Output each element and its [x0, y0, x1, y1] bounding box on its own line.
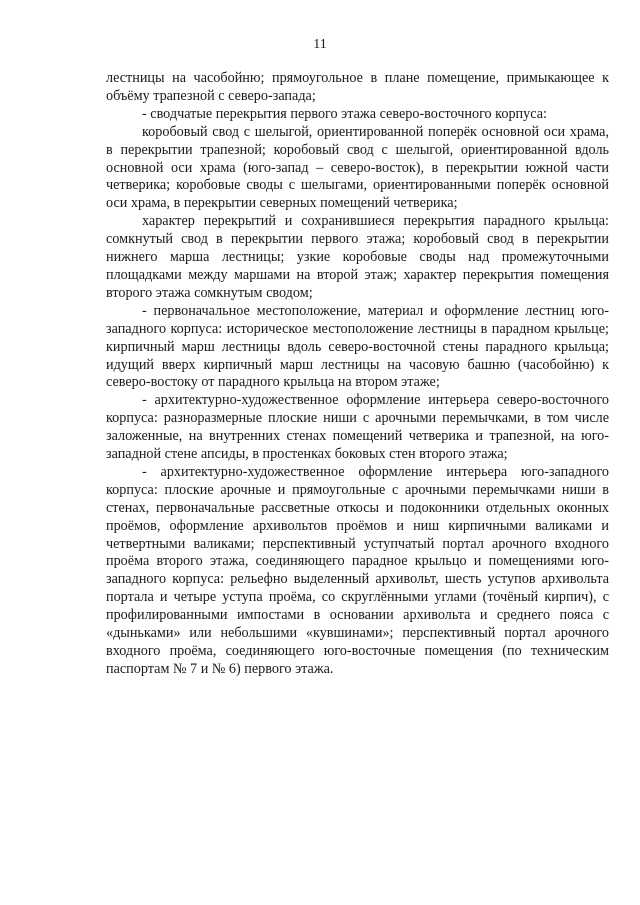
page-number: 11 [313, 37, 327, 52]
paragraph: коробовый свод с шелыгой, ориентированной поперёк основной оси храма, в перекрытии трапезной; коробовый свод с шелыгой, ориентированной вдоль основной оси храма (юго-запад – северо-восток), в перекрытии южной части четверика; коробовые своды с шелыгами, ориентированными поперёк основной оси храма, в перекрытии северных помещений четверика; [106, 123, 609, 212]
body-text [106, 70, 609, 679]
paragraph: - архитектурно-художественное оформление интерьера северо-восточного корпуса: разноразмерные плоские ниши с арочными перемычками, в том числе заложенные, на внутренних стенах помещений четверика и трапезной, на юго-западной стене апсиды, в простенках боковых стен второго этажа; [106, 392, 609, 463]
paragraph: характер перекрытий и сохранившиеся перекрытия парадного крыльца: сомкнутый свод в перекрытии первого этажа; коробовый свод в перекрытии нижнего марша лестницы; узкие коробовые своды над промежуточными площадками между маршами на второй этаж; характер перекрытия помещения второго этажа сомкнутым сводом; [106, 213, 609, 301]
paragraph: - архитектурно-художественное оформление интерьера юго-западного корпуса: плоские арочные и прямоугольные с арочными перемычками ниши в стенах, первоначальные рассветные откосы и подоконники отдельных оконных проёмов, оформление архивольтов проёмов и ниш кирпичными валиками и четвертными валиками; перспективный уступчатый портал арочного входного проёма второго этажа, соединяющего парадное крыльцо и помещениями юго-западного корпуса: рельефно выделенный архивольт, шесть уступов архивольта портала и четыре уступа проёма, со скруглёнными углами (точёный кирпич), с профилированными импостами в основании архивольта и среднего пояса с «дыньками» или небольшими «кувшинами»; перспективный портал арочного входного проёма, соединяющего юго-восточные помещения (по техническим паспортам № 7 и № 6) первого этажа. [106, 463, 609, 677]
paragraph: - сводчатые перекрытия первого этажа северо-восточного корпуса: [142, 105, 547, 122]
paragraph: лестницы на часобойню; прямоугольное в плане помещение, примыкающее к объёму трапезной с северо-запада; [106, 70, 609, 104]
paragraph: - первоначальное местоположение, материал и оформление лестниц юго-западного корпуса: историческое местоположение лестницы в парадном крыльце; кирпичный марш лестницы вдоль северо-восточной стены парадного крыльца; идущий вверх кирпичный марш лестницы на часовую башню (часобойню) к северо-востоку от парадного крыльца на втором этаже; [106, 302, 609, 391]
